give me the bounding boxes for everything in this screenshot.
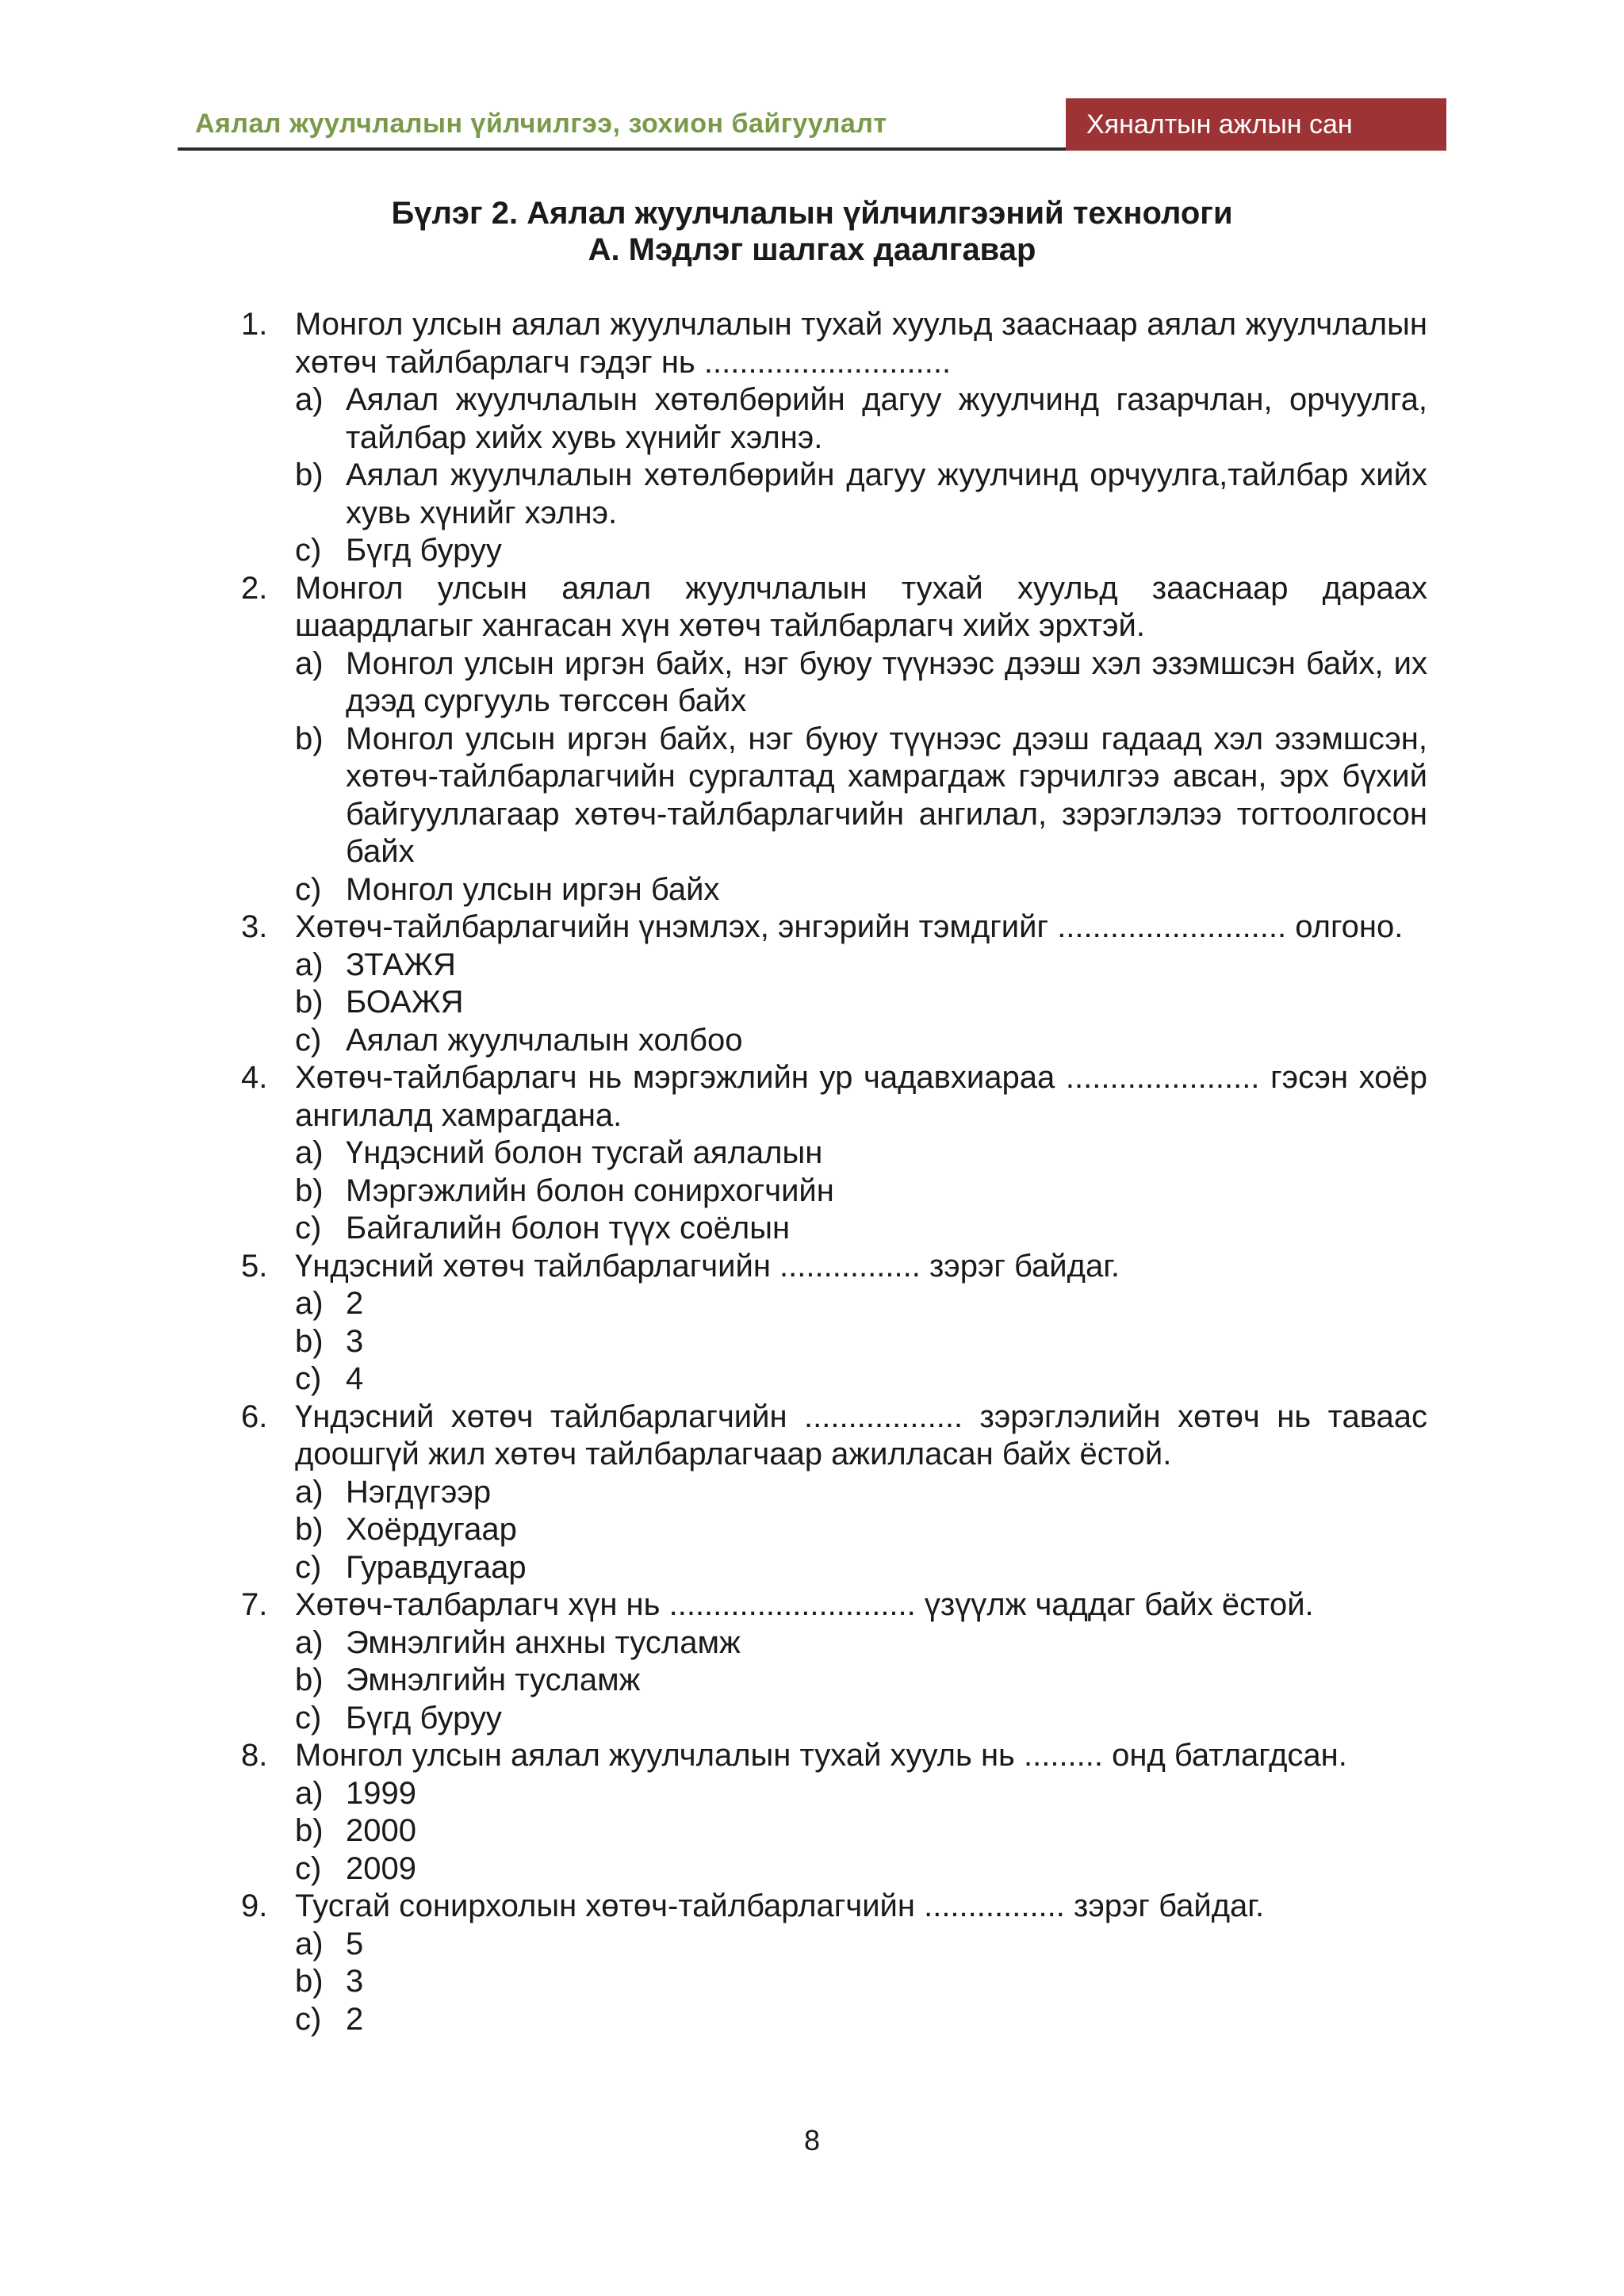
answer-option-label: b) <box>295 985 324 1020</box>
answer-option-label: c) <box>295 871 322 907</box>
question-number: 3. <box>241 909 268 944</box>
answer-option-text: Гуравдугаар <box>346 1549 527 1585</box>
answer-option-text: Аялал жуулчлалын холбоо <box>346 1022 743 1058</box>
answer-option <box>295 1173 1427 1211</box>
question-text: Тусгай сонирхолын хөтөч-тайлбарлагчийн ................ зэрэг байдаг. <box>295 1888 1265 1923</box>
answer-option <box>295 381 1427 457</box>
answer-option-text: Мэргэжлийн болон сонирхогчийн <box>346 1173 834 1208</box>
answer-option-text: Байгалийн болон түүх соёлын <box>346 1211 791 1246</box>
answer-option-text: Нэгдүгээр <box>346 1474 492 1510</box>
answer-option <box>295 1511 1427 1549</box>
answer-option-label: b) <box>295 1512 324 1547</box>
answer-option <box>295 1323 1427 1361</box>
answer-option-label: c) <box>295 1549 322 1585</box>
answer-option-text: Монгол улсын иргэн байх <box>346 871 720 907</box>
answer-option-text: Бүгд буруу <box>346 533 502 568</box>
answer-option <box>295 1022 1427 1060</box>
answer-option-text: 2000 <box>346 1813 416 1848</box>
answer-option-text: Аялал жуулчлалын хөтөлбөрийн дагуу жуулчинд орчуулга,тайлбар хийх хувь хүнийг хэлнэ. <box>346 457 1427 530</box>
answer-option-label: a) <box>295 1775 324 1811</box>
answer-option-label: a) <box>295 1474 324 1510</box>
answer-option-text: Эмнэлгийн тусламж <box>346 1663 641 1697</box>
answer-option <box>295 1285 1427 1323</box>
answer-option-text: Аялал жуулчлалын хөтөлбөрийн дагуу жуулчинд газарчлан, орчуулга, тайлбар хийх хувь хүнийг хэлнэ. <box>346 382 1427 455</box>
answer-option-text: Эмнэлгийн анхны тусламж <box>346 1624 741 1660</box>
question-item <box>241 306 1427 381</box>
question-item <box>241 1399 1427 1474</box>
answer-option-text: БОАЖЯ <box>346 985 464 1020</box>
answer-option <box>295 1775 1427 1813</box>
answer-option-text: 3 <box>346 1964 364 1999</box>
question-text: Монгол улсын аялал жуулчлалын тухай хуульд зааснаар дараах шаардлагыг хангасан хүн хөтөч тайлбарлагч хийх эрхтэй. <box>295 570 1427 643</box>
answer-option-label: b) <box>295 457 324 492</box>
answer-option-label: a) <box>295 645 324 681</box>
question-number: 8. <box>241 1738 268 1773</box>
question-text: Хөтөч-талбарлагч хүн нь ............................ үзүүлж чаддаг байх ёстой. <box>295 1587 1314 1622</box>
question-number: 9. <box>241 1888 268 1923</box>
answer-option-text: 3 <box>346 1323 364 1359</box>
question-number: 2. <box>241 570 268 606</box>
answer-option <box>295 871 1427 909</box>
question-list <box>241 306 1427 2038</box>
question-text: Монгол улсын аялал жуулчлалын тухай хуульд зааснаар аялал жуулчлалын хөтөч тайлбарлагч гэдэг нь ............................ <box>295 307 1427 380</box>
answer-option-label: a) <box>295 382 324 417</box>
question-item <box>241 1586 1427 1624</box>
page-header <box>178 98 1446 151</box>
answer-option <box>295 532 1427 570</box>
answer-option <box>295 1963 1427 2001</box>
question-number: 5. <box>241 1248 268 1284</box>
answer-option <box>295 1549 1427 1587</box>
answer-option-text: 2 <box>346 2001 364 2037</box>
answer-option-text: Монгол улсын иргэн байх, нэг буюу түүнээс дээш гадаад хэл эзэмшсэн, хөтөч-тайлбарлагчийн сургалтад хамрагдаж гэрчилгээ авсан, эрх бүхий байгууллагаар хөтөч-тайлбарлагчийн ангилал, зэрэглэлээ тогтоолгосон байх <box>346 721 1427 869</box>
answer-option-text: ЗТАЖЯ <box>346 947 456 982</box>
answer-option-label: a) <box>295 1926 324 1961</box>
answer-option <box>295 1700 1427 1738</box>
question-number: 6. <box>241 1399 268 1434</box>
answer-option-text: 2 <box>346 1286 364 1321</box>
answer-option <box>295 984 1427 1022</box>
answer-option-text: Бүгд буруу <box>346 1700 502 1735</box>
answer-option-text: Монгол улсын иргэн байх, нэг буюу түүнээс дээш хэл эзэмшсэн байх, их дээд сургууль төгссөн байх <box>346 645 1427 718</box>
answer-option <box>295 1210 1427 1248</box>
answer-option-text: 1999 <box>346 1775 416 1811</box>
chapter-title-line1: Бүлэг 2. Аялал жуулчлалын үйлчилгээний технологи <box>391 196 1233 231</box>
answer-option-label: c) <box>295 1361 322 1396</box>
question-text: Үндэсний хөтөч тайлбарлагчийн ................ зэрэг байдаг. <box>295 1248 1120 1284</box>
answer-option <box>295 1812 1427 1850</box>
answer-option-label: c) <box>295 1211 322 1246</box>
answer-option-label: c) <box>295 1700 322 1735</box>
question-text: Хөтөч-тайлбарлагч нь мэргэжлийн ур чадавхиараа ...................... гэсэн хоёр ангилалд хамрагдана. <box>295 1060 1427 1133</box>
answer-option <box>295 721 1427 871</box>
question-item <box>241 1248 1427 1286</box>
question-item <box>241 1059 1427 1135</box>
answer-option <box>295 1850 1427 1888</box>
answer-option-text: Үндэсний болон тусгай аялалын <box>346 1135 823 1170</box>
answer-option-label: a) <box>295 947 324 982</box>
question-item <box>241 1737 1427 1775</box>
answer-option-label: b) <box>295 721 324 756</box>
answer-option <box>295 1474 1427 1512</box>
page-number: 8 <box>803 2124 821 2156</box>
answer-option <box>295 1624 1427 1663</box>
question-number: 1. <box>241 307 268 342</box>
chapter-title <box>178 195 1446 268</box>
question-item <box>241 570 1427 645</box>
answer-option-label: c) <box>295 1022 322 1058</box>
answer-option-label: b) <box>295 1323 324 1359</box>
question-number: 7. <box>241 1587 268 1622</box>
answer-option <box>295 1135 1427 1173</box>
answer-option <box>295 1662 1427 1700</box>
question-item <box>241 1888 1427 1926</box>
answer-option <box>295 1926 1427 1964</box>
question-text: Хөтөч-тайлбарлагчийн үнэмлэх, энгэрийн тэмдгийг .......................... олгоно. <box>295 909 1404 944</box>
answer-option-label: c) <box>295 1850 322 1886</box>
answer-option-label: a) <box>295 1286 324 1321</box>
answer-option-text: 2009 <box>346 1850 416 1886</box>
answer-option-label: c) <box>295 2001 322 2037</box>
question-text: Үндэсний хөтөч тайлбарлагчийн .................. зэрэглэлийн хөтөч нь таваас доошгүй жил хөтөч тайлбарлагчаар ажилласан байх ёстой. <box>295 1399 1427 1471</box>
header-section-label: Хяналтын ажлын сан <box>1086 109 1353 140</box>
chapter-title-line2: А. Мэдлэг шалгах даалгавар <box>588 232 1036 267</box>
header-document-title: Аялал жуулчлалын үйлчилгээ, зохион байгуулалт <box>195 109 887 139</box>
question-text: Монгол улсын аялал жуулчлалын тухай хууль нь ......... онд батлагдсан. <box>295 1738 1347 1773</box>
answer-option-label: a) <box>295 1624 324 1660</box>
answer-option-text: 5 <box>346 1926 364 1961</box>
answer-option-label: b) <box>295 1663 324 1697</box>
answer-option-label: c) <box>295 533 322 568</box>
answer-option <box>295 2001 1427 2039</box>
answer-option <box>295 947 1427 985</box>
answer-option-label: b) <box>295 1173 324 1208</box>
answer-option-label: b) <box>295 1813 324 1848</box>
header-section-tab <box>1066 98 1446 151</box>
answer-option-text: Хоёрдугаар <box>346 1512 517 1547</box>
answer-option <box>295 645 1427 721</box>
answer-option <box>295 1360 1427 1399</box>
header-rule <box>178 147 1066 151</box>
question-item <box>241 909 1427 947</box>
answer-option <box>295 457 1427 532</box>
answer-option-label: b) <box>295 1964 324 1999</box>
answer-option-label: a) <box>295 1135 324 1170</box>
answer-option-text: 4 <box>346 1361 364 1396</box>
question-number: 4. <box>241 1060 268 1095</box>
